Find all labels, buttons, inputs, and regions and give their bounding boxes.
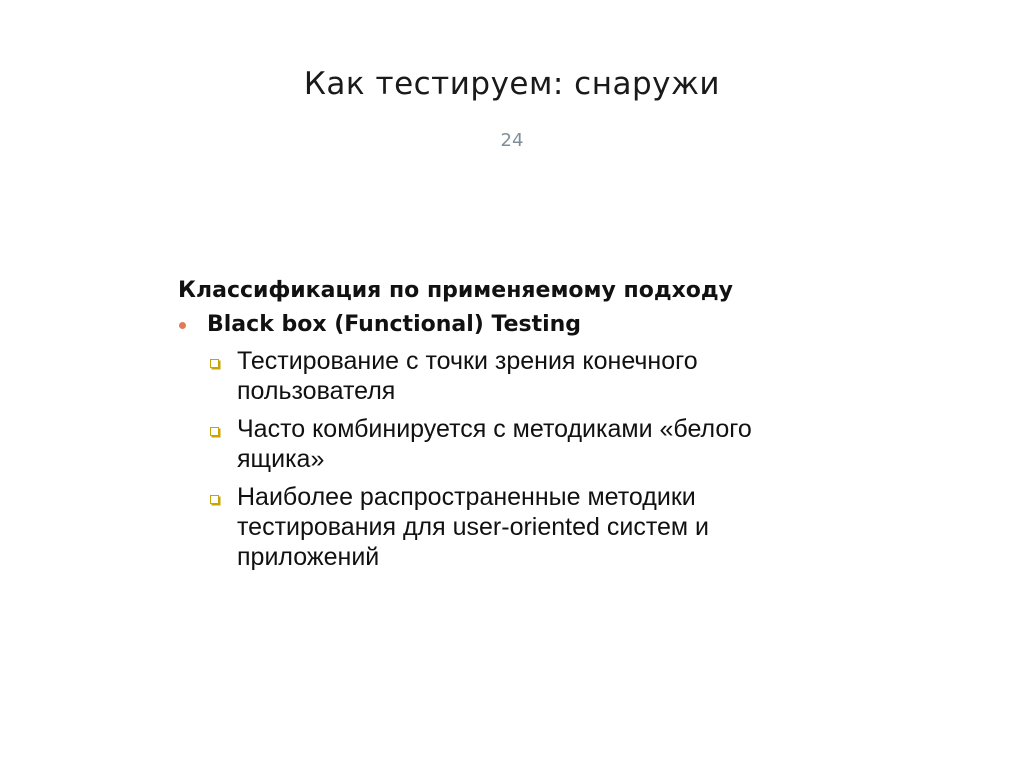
square-bullet-icon bbox=[207, 346, 237, 376]
sub-bullet-text: Тестирование с точки зрения конечного пользователя bbox=[237, 347, 698, 405]
bullet-dot-icon bbox=[178, 310, 207, 340]
section-heading: Классификация по применяемому подходу bbox=[178, 278, 734, 303]
slide-title: Как тестируем: снаружи bbox=[303, 66, 721, 102]
sub-bullet-item bbox=[207, 414, 898, 474]
sub-bullet-item bbox=[207, 346, 898, 406]
square-bullet-icon bbox=[207, 414, 237, 444]
page-number: 24 bbox=[500, 130, 524, 151]
slide-content bbox=[178, 276, 898, 580]
square-bullet-icon bbox=[207, 482, 237, 512]
sub-bullet-list bbox=[207, 346, 898, 572]
sub-bullet-item bbox=[207, 482, 898, 572]
sub-bullet-text: Наиболее распространенные методики тестирования для user-oriented систем и приложений bbox=[237, 483, 709, 571]
bullet-text: Black box (Functional) Testing bbox=[207, 312, 582, 337]
bullet-item bbox=[178, 310, 898, 340]
sub-bullet-text: Часто комбинируется с методиками «белого ящика» bbox=[237, 415, 752, 473]
